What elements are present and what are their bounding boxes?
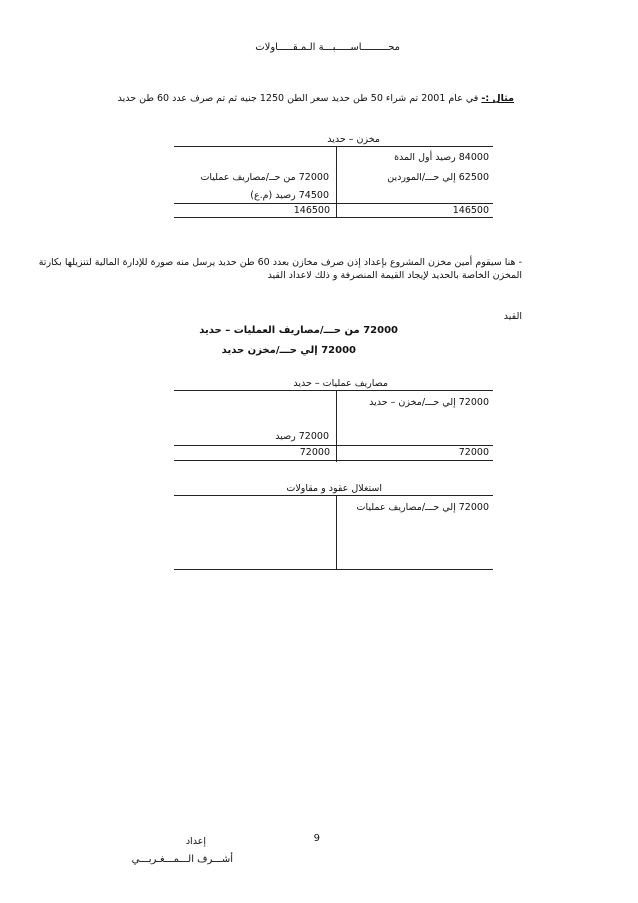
- debit-entry: 72000 إلي حـــ/مخزن – حديد: [369, 397, 489, 408]
- author-name: أشـــرف الـــمـــغـربـــي: [131, 854, 233, 865]
- account-top-rule: [174, 146, 493, 147]
- entry-debit-line: 72000 من حـــ/مصاريف العمليات – حديد: [199, 325, 398, 336]
- account-center-rule: [336, 390, 337, 462]
- debit-entry: 62500 إلي حـــ/الموردين: [387, 172, 489, 183]
- total-debit: 146500: [452, 205, 489, 216]
- entry-label: القيد: [503, 311, 522, 322]
- account-title-expenses: مصاريف عمليات – حديد: [293, 378, 388, 389]
- account-center-rule: [336, 146, 337, 218]
- account-title-inventory: مخزن – حديد: [327, 134, 380, 145]
- entry-credit-line: 72000 إلي حـــ/مخزن حديد: [221, 345, 356, 356]
- example-text: في عام 2001 تم شراء 50 طن حديد سعر الطن 1250 جنيه ثم تم صرف عدد 60 طن حديد: [117, 93, 482, 104]
- account-bottom-rule: [174, 217, 493, 218]
- total-debit: 72000: [458, 447, 489, 458]
- account-total-rule: [174, 445, 493, 446]
- account-bottom-rule: [174, 460, 493, 461]
- debit-entry: 72000 إلي حـــ/مصاريف عمليات: [356, 502, 489, 513]
- debit-entry: 84000 رصيد أول المدة: [394, 152, 489, 163]
- credit-entry: 72000 من حــ/مصاريف عمليات: [200, 172, 329, 183]
- account-bottom-rule: [174, 569, 493, 570]
- account-top-rule: [174, 495, 493, 496]
- paragraph-line: - هنا سيقوم أمين مخزن المشروع بإعداد إذن صرف مخازن بعدد 60 طن حديد يرسل منه صورة للإدارة المالية لتنزيلها بكارتة: [38, 257, 522, 268]
- account-title-contracts: استغلال عقود و مقاولات: [286, 483, 382, 494]
- example-line: [118, 93, 514, 104]
- example-label: مثال :-: [481, 93, 514, 104]
- credit-entry: 74500 رصيد (م.ع): [250, 190, 329, 201]
- credit-entry: 72000 رصيد: [275, 431, 329, 442]
- total-credit: 72000: [299, 447, 330, 458]
- prepared-by-label: إعداد: [185, 836, 206, 847]
- account-center-rule: [336, 495, 337, 569]
- paragraph-line: المخزن الخاصة بالحديد لإيجاد القيمة المنصرفة و ذلك لاعداد القيد: [267, 270, 522, 281]
- account-total-rule: [174, 203, 493, 204]
- page-number: 9: [313, 833, 320, 844]
- page-title: محـــــــــاســـــبـــة الـمـقـــــاولات: [255, 42, 400, 53]
- total-credit: 146500: [293, 205, 330, 216]
- account-top-rule: [174, 390, 493, 391]
